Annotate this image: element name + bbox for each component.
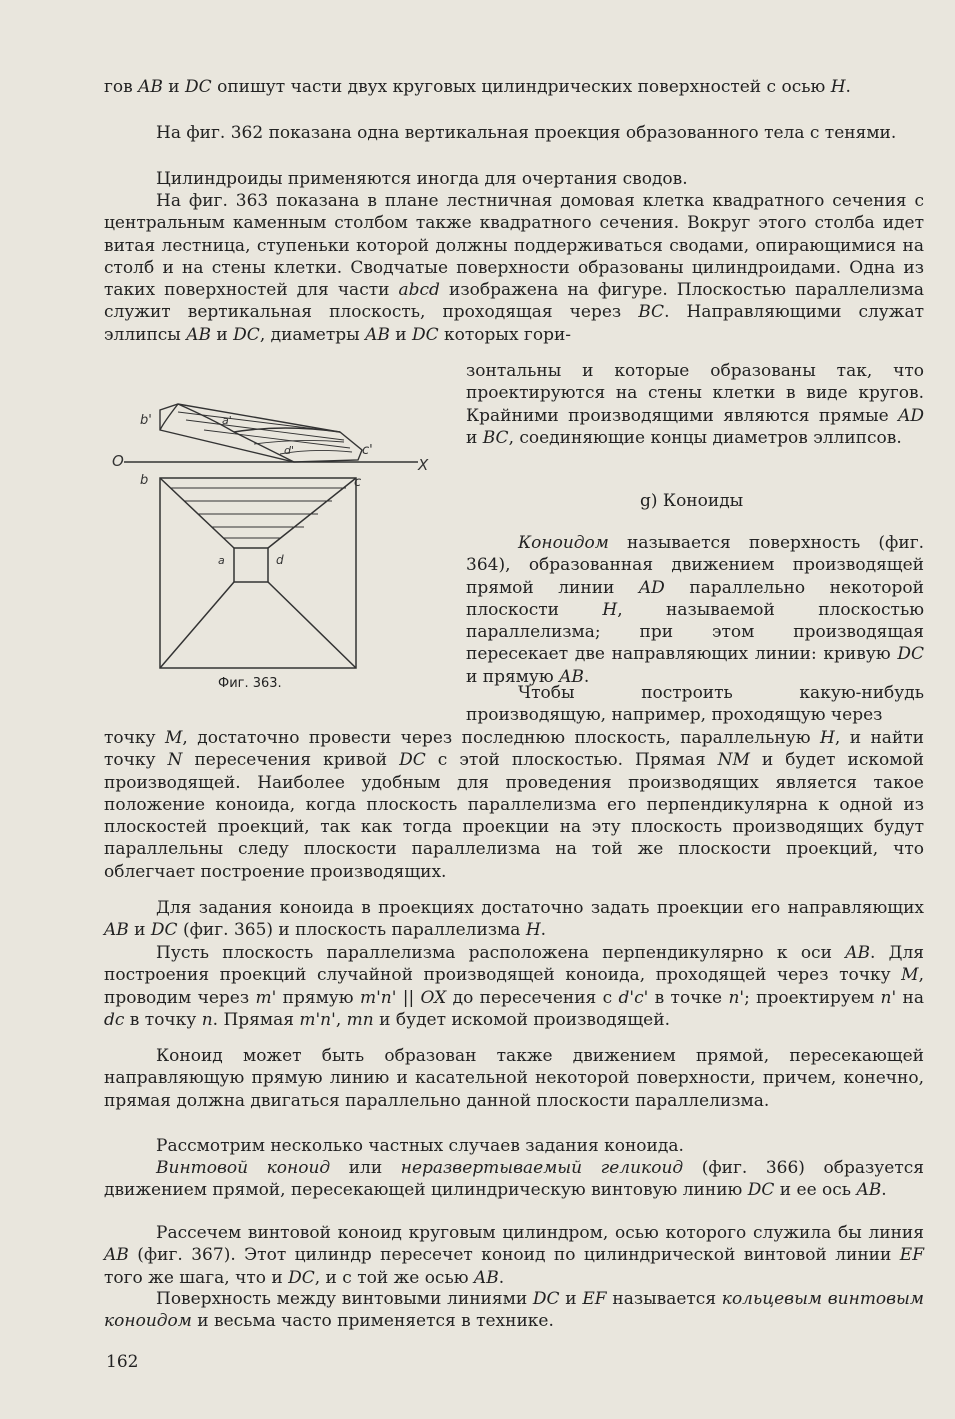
label-b-prime: b' bbox=[140, 413, 152, 428]
stairwell-plan bbox=[160, 478, 356, 668]
label-b: b bbox=[140, 473, 149, 488]
label-d: d bbox=[276, 553, 284, 567]
label-d-prime: d' bbox=[284, 444, 295, 457]
label-c-prime: c' bbox=[362, 443, 373, 458]
paragraph-7b: точку M, достаточно провести через последнюю плоскость, параллельную H, и найти точку N пересечения кривой DC с этой плоскостью. Прямая NM и будет искомой производящей. Наиболее удобным для проведения производящих является такое положение коноида, когда плоскость параллелизма его перпендикулярна к одной из плоскостей проекций, так как тогда проекции на эту плоскость производящих будут параллельны следу плоскости параллелизма на той же плоскости проекций, что облегчает построение производящих. bbox=[104, 728, 925, 882]
paragraph-6: Коноидом называется поверхность (фиг. 364), образованная движением производящей прямой линии AD параллельно некоторой плоскости H, называемой плоскостью параллелизма; при этом производящая пересекает две направляющих линии: кривую DC и прямую AB. bbox=[466, 533, 924, 687]
paragraph-13: Рассечем винтовой коноид круговым цилиндром, осью которого служила бы линия AB (фиг. 367). Этот цилиндр пересечет коноид по цилиндрической винтовой линии EF того же шага, что и DC, и с той же осью AB. bbox=[104, 1223, 924, 1288]
paragraph-9: Пусть плоскость параллелизма расположена перпендикулярно к оси AB. Для построения проекций случайной производящей коноида, проходящей через точку M, проводим через m' прямую m'n' || OX до пересечения с d'c' в точке n'; проектируем n' на dc в точку n. Прямая m'n', mn и будет искомой производящей. bbox=[104, 943, 924, 1030]
page-number: 162 bbox=[106, 1352, 139, 1372]
paragraph-5: зонтальны и которые образованы так, что проектируются на стены клетки в виде кругов. Крайними производящими являются прямые AD и BC, соединяющие концы диаметров эллипсов. bbox=[466, 361, 924, 448]
paragraph-11: Рассмотрим несколько частных случаев задания коноида. bbox=[156, 1136, 684, 1156]
paragraph-8: Для задания коноида в проекциях достаточно задать проекции его направляющих AB и DC (фиг. 365) и плоскость параллелизма H. bbox=[104, 898, 924, 941]
paragraph-3: Цилиндроиды применяются иногда для очертания сводов. bbox=[156, 169, 688, 189]
label-axis-x: X bbox=[418, 456, 429, 474]
paragraph-14: Поверхность между винтовыми линиями DC и EF называется кольцевым винтовым коноидом и весьма часто применяется в технике. bbox=[104, 1289, 925, 1332]
label-a: a bbox=[218, 554, 225, 567]
label-a-prime: a' bbox=[222, 414, 232, 427]
paragraph-1: гов AB и DC опишут части двух круговых цилиндрических поверхностей с осью H. bbox=[104, 77, 851, 97]
paragraph-4: На фиг. 363 показана в плане лестничная домовая клетка квадратного сечения с центральным каменным столбом также квадратного сечения. Вокруг этого столба идет витая лестница, ступеньки которой должны поддерживаться сводами, опирающимися на столб и на стены клетки. Сводчатые поверхности образованы цилиндроидами. Одна из таких поверхностей для части abcd изображена на фигуре. Плоскостью параллелизма служит вертикальная плоскость, проходящая через BC. Направляющими служат эллипсы AB и DC, диаметры AB и DC которых гори- bbox=[104, 191, 924, 345]
paragraph-12: Винтовой коноид или неразвертываемый геликоид (фиг. 366) образуется движением прямой, пересекающей цилиндрическую винтовую линию DC и ее ось AB. bbox=[104, 1158, 924, 1201]
paragraph-7a: Чтобы построить какую-нибудь производящую, например, проходящую через bbox=[466, 683, 924, 726]
vault-elevation bbox=[160, 404, 362, 462]
label-axis-o: O bbox=[112, 452, 124, 470]
label-c: c bbox=[354, 475, 362, 490]
paragraph-10: Коноид может быть образован также движением прямой, пересекающей направляющую прямую линию и касательной некоторой поверхности, причем, конечно, прямая должна двигаться параллельно данной плоскости параллелизма. bbox=[104, 1046, 924, 1111]
paragraph-2: На фиг. 362 показана одна вертикальная проекция образованного тела с тенями. bbox=[156, 123, 897, 143]
figure-363-drawing bbox=[104, 382, 444, 700]
section-heading: g) Коноиды bbox=[640, 491, 744, 511]
figure-363-caption: Фиг. 363. bbox=[218, 676, 282, 691]
